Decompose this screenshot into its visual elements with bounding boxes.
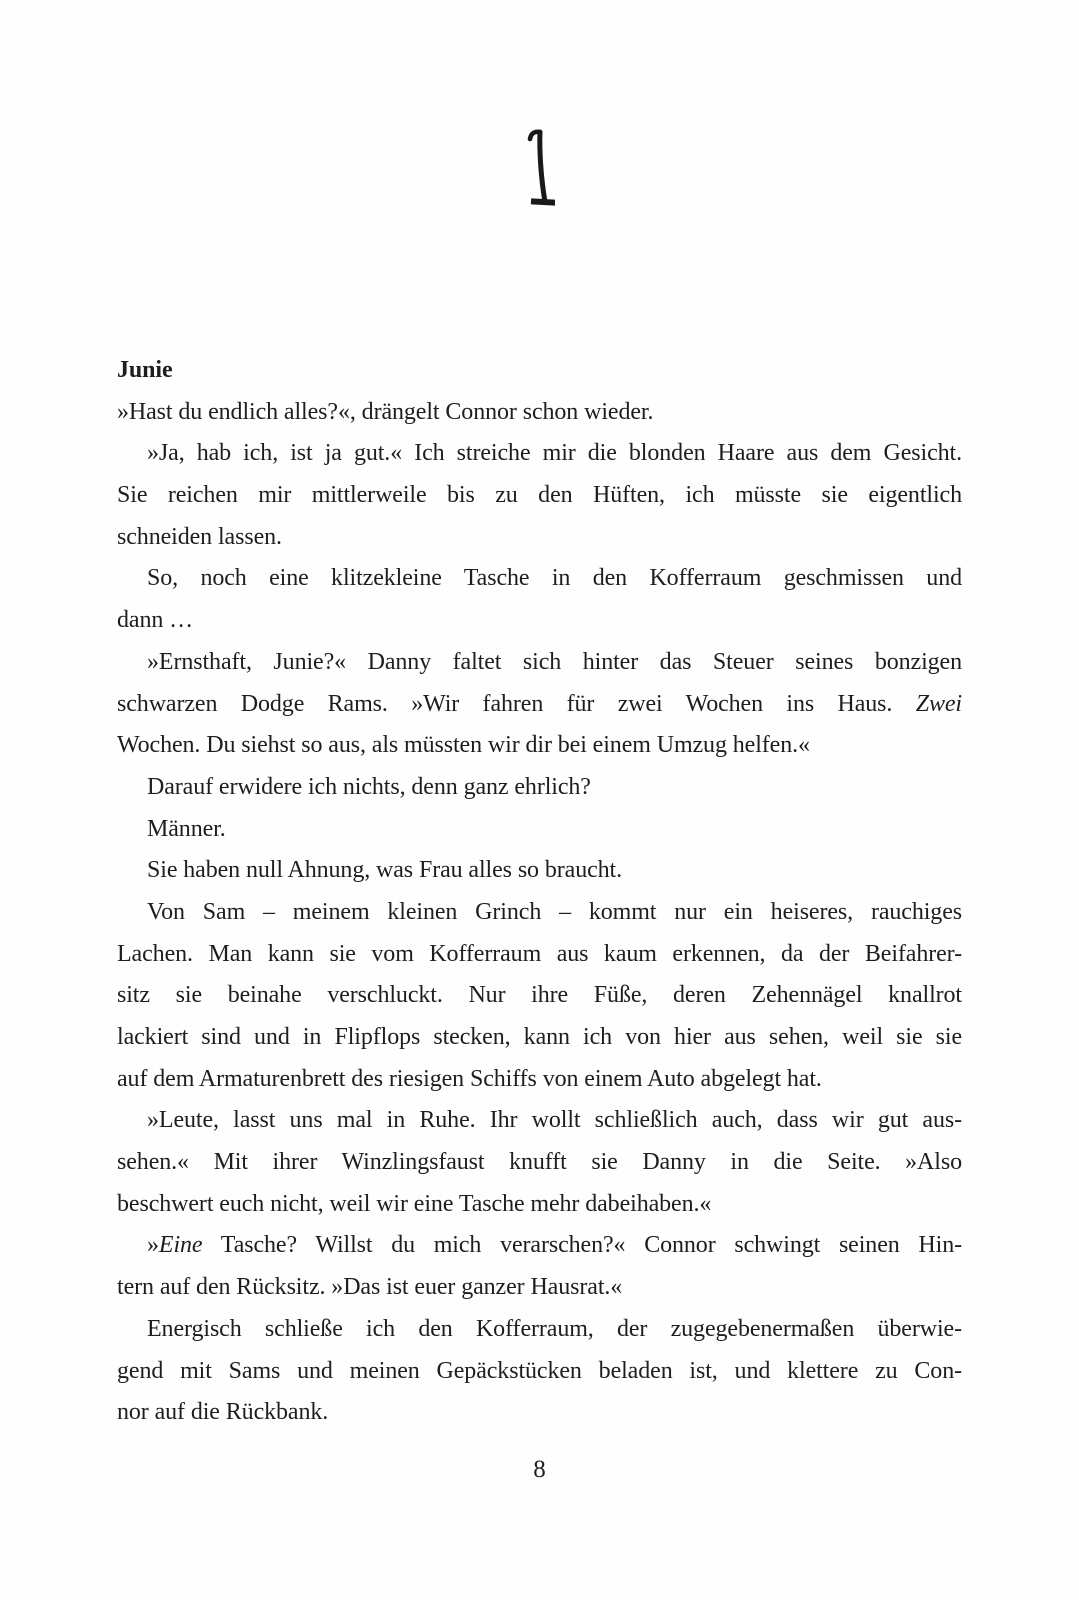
paragraph: [117, 1100, 962, 1225]
paragraph: [117, 850, 962, 892]
text-line: dann …: [117, 607, 194, 634]
text-line: »Hast du endlich alles?«, drängelt Connor schon wieder.: [117, 398, 654, 425]
page-number: 8: [533, 1456, 546, 1483]
text-line: Männer.: [147, 815, 226, 842]
text-line: »Ernsthaft, Junie?« Danny faltet sich hinter das Steuer seines bonzigen: [147, 648, 962, 675]
text-line: gend mit Sams und meinen Gepäckstücken beladen ist, und klettere zu Con-: [117, 1357, 962, 1384]
handwritten-numeral-one-icon: [527, 128, 555, 208]
text-line: schneiden lassen.: [117, 523, 282, 550]
text-line: beschwert euch nicht, weil wir eine Tasche mehr dabeihaben.«: [117, 1190, 712, 1217]
text-line: sehen.« Mit ihrer Winzlingsfaust knufft sie Danny in die Seite. »Also: [117, 1149, 962, 1176]
text-line: So, noch eine klitzekleine Tasche in den Kofferraum geschmissen und: [147, 565, 962, 592]
text-line: »Ja, hab ich, ist ja gut.« Ich streiche mir die blonden Haare aus dem Gesicht.: [147, 440, 962, 467]
paragraph: [117, 433, 962, 558]
text-line: »Leute, lasst uns mal in Ruhe. Ihr wollt schließlich auch, dass wir gut aus-: [147, 1107, 962, 1134]
text-line: Lachen. Man kann sie vom Kofferraum aus kaum erkennen, da der Beifahrer-: [117, 940, 962, 967]
text-block: [117, 350, 962, 1434]
paragraph: [117, 892, 962, 1100]
text-line: Energisch schließe ich den Kofferraum, der zugegebenermaßen überwie-: [147, 1315, 962, 1342]
text-line: auf dem Armaturenbrett des riesigen Schiffs von einem Auto abgelegt hat.: [117, 1065, 822, 1092]
text-line: nor auf die Rückbank.: [117, 1399, 329, 1426]
paragraph: [117, 1225, 962, 1308]
italic-text: Eine: [158, 1232, 203, 1259]
text-line: Von Sam – meinem kleinen Grinch – kommt nur ein heiseres, rauchiges: [147, 898, 962, 925]
chapter-number: [527, 128, 555, 208]
section-heading: Junie: [117, 357, 173, 383]
text-line: Sie reichen mir mittlerweile bis zu den Hüften, ich müsste sie eigentlich: [117, 482, 962, 509]
paragraph: [117, 392, 962, 434]
paragraph: [117, 767, 962, 809]
text-line: sitz sie beinahe verschluckt. Nur ihre Füße, deren Zehennägel knallrot: [117, 982, 962, 1009]
text-line: Wochen. Du siehst so aus, als müssten wir dir bei einem Umzug helfen.«: [117, 732, 810, 759]
text-line: Sie haben null Ahnung, was Frau alles so braucht.: [147, 857, 623, 884]
paragraph: [117, 1309, 962, 1434]
text-line: tern auf den Rücksitz. »Das ist euer ganzer Hausrat.«: [117, 1274, 623, 1301]
text-line: Darauf erwidere ich nichts, denn ganz ehrlich?: [147, 773, 591, 800]
text-line: »Eine Tasche? Willst du mich verarschen?« Connor schwingt seinen Hin-: [147, 1232, 962, 1259]
paragraph: [117, 809, 962, 851]
paragraph: [117, 642, 962, 767]
paragraph: [117, 558, 962, 641]
italic-text: Zwei: [915, 690, 962, 717]
text-line: lackiert sind und in Flipflops stecken, kann ich von hier aus sehen, weil sie sie: [117, 1024, 962, 1050]
text-line: schwarzen Dodge Rams. »Wir fahren für zwei Wochen ins Haus. Zwei: [117, 690, 962, 717]
